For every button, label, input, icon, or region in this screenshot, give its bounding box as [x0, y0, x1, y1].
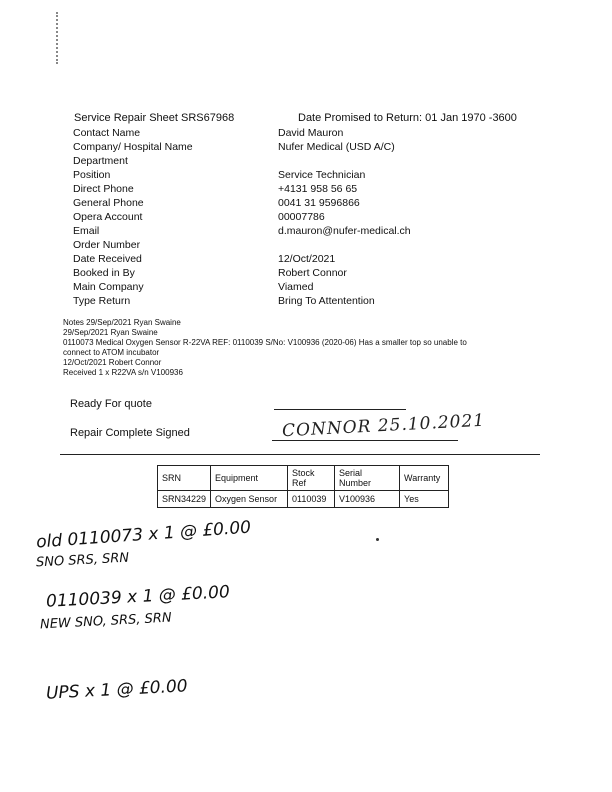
scan-margin-mark — [56, 12, 64, 64]
handwritten-line: UPS x 1 @ £0.00 — [45, 676, 189, 704]
handwritten-line: NEW SNO, SRS, SRN — [39, 610, 172, 633]
col-warranty: Warranty — [400, 466, 449, 491]
email-value: d.mauron@nufer-medical.ch — [278, 225, 411, 237]
equipment-table — [157, 465, 449, 508]
repair-signature-line — [272, 440, 458, 441]
cell-srn: SRN34229 — [158, 491, 211, 508]
general-phone-value: 0041 31 9596866 — [278, 197, 360, 209]
direct-phone-value: +4131 958 56 65 — [278, 183, 358, 195]
position-value: Service Technician — [278, 169, 366, 181]
field-label: Type Return — [73, 295, 131, 307]
field-values — [278, 126, 411, 308]
notes-block — [63, 318, 543, 378]
field-label: Order Number — [73, 239, 141, 251]
type-return-value: Bring To Attentention — [278, 295, 375, 307]
field-label: Company/ Hospital Name — [73, 141, 193, 153]
handwritten-line: old 0110073 x 1 @ £0.00 — [35, 517, 252, 553]
date-promised: Date Promised to Return: 01 Jan 1970 -3600 — [298, 112, 517, 124]
booked-in-by-value: Robert Connor — [278, 267, 347, 279]
field-label: Position — [73, 169, 111, 181]
ready-for-quote-label: Ready For quote — [70, 398, 152, 410]
handwritten-line: 0110039 x 1 @ £0.00 — [45, 582, 231, 612]
table-row — [158, 491, 449, 508]
sheet-title: Service Repair Sheet SRS67968 — [74, 112, 235, 124]
col-srn: SRN — [158, 466, 211, 491]
opera-account-value: 00007786 — [278, 211, 325, 223]
field-label: Email — [73, 225, 100, 237]
repair-complete-label: Repair Complete Signed — [70, 427, 190, 439]
note-line: Received 1 x R22VA s/n V100936 — [63, 368, 183, 377]
col-stock-ref: Stock Ref — [288, 466, 335, 491]
field-label: Contact Name — [73, 127, 141, 139]
note-line: 0110073 Medical Oxygen Sensor R-22VA REF: 0110039 S/No: V100936 (2020-06) Has a smaller top so unable to — [63, 338, 467, 347]
ready-signature-line — [274, 409, 406, 410]
field-label: Department — [73, 155, 128, 167]
cell-warranty: Yes — [400, 491, 449, 508]
field-label: Date Received — [73, 253, 142, 265]
field-label: Opera Account — [73, 211, 143, 223]
col-serial-number: Serial Number — [335, 466, 400, 491]
field-label: General Phone — [73, 197, 144, 209]
cell-stock-ref: 0110039 — [288, 491, 335, 508]
repair-signature: CONNOR 25.10.2021 — [281, 410, 486, 442]
contact-name-value: David Mauron — [278, 127, 344, 139]
note-line: 12/Oct/2021 Robert Connor — [63, 358, 162, 367]
note-line: Notes 29/Sep/2021 Ryan Swaine — [63, 318, 181, 327]
date-received-value: 12/Oct/2021 — [278, 253, 336, 265]
department-value — [278, 154, 411, 168]
cell-serial-number: V100936 — [335, 491, 400, 508]
table-header-row — [158, 466, 449, 491]
handwritten-line: SNO SRS, SRN — [35, 550, 130, 571]
field-label: Direct Phone — [73, 183, 134, 195]
company-value: Nufer Medical (USD A/C) — [278, 141, 395, 153]
cell-equipment: Oxygen Sensor — [211, 491, 288, 508]
field-label: Main Company — [73, 281, 144, 293]
field-label: Booked in By — [73, 267, 135, 279]
main-company-value: Viamed — [278, 281, 314, 293]
col-equipment: Equipment — [211, 466, 288, 491]
order-number-value — [278, 238, 411, 252]
note-line: connect to ATOM incubator — [63, 348, 160, 357]
section-divider — [60, 454, 540, 455]
note-line: 29/Sep/2021 Ryan Swaine — [63, 328, 158, 337]
field-labels — [73, 126, 193, 308]
ink-dot — [376, 538, 379, 541]
